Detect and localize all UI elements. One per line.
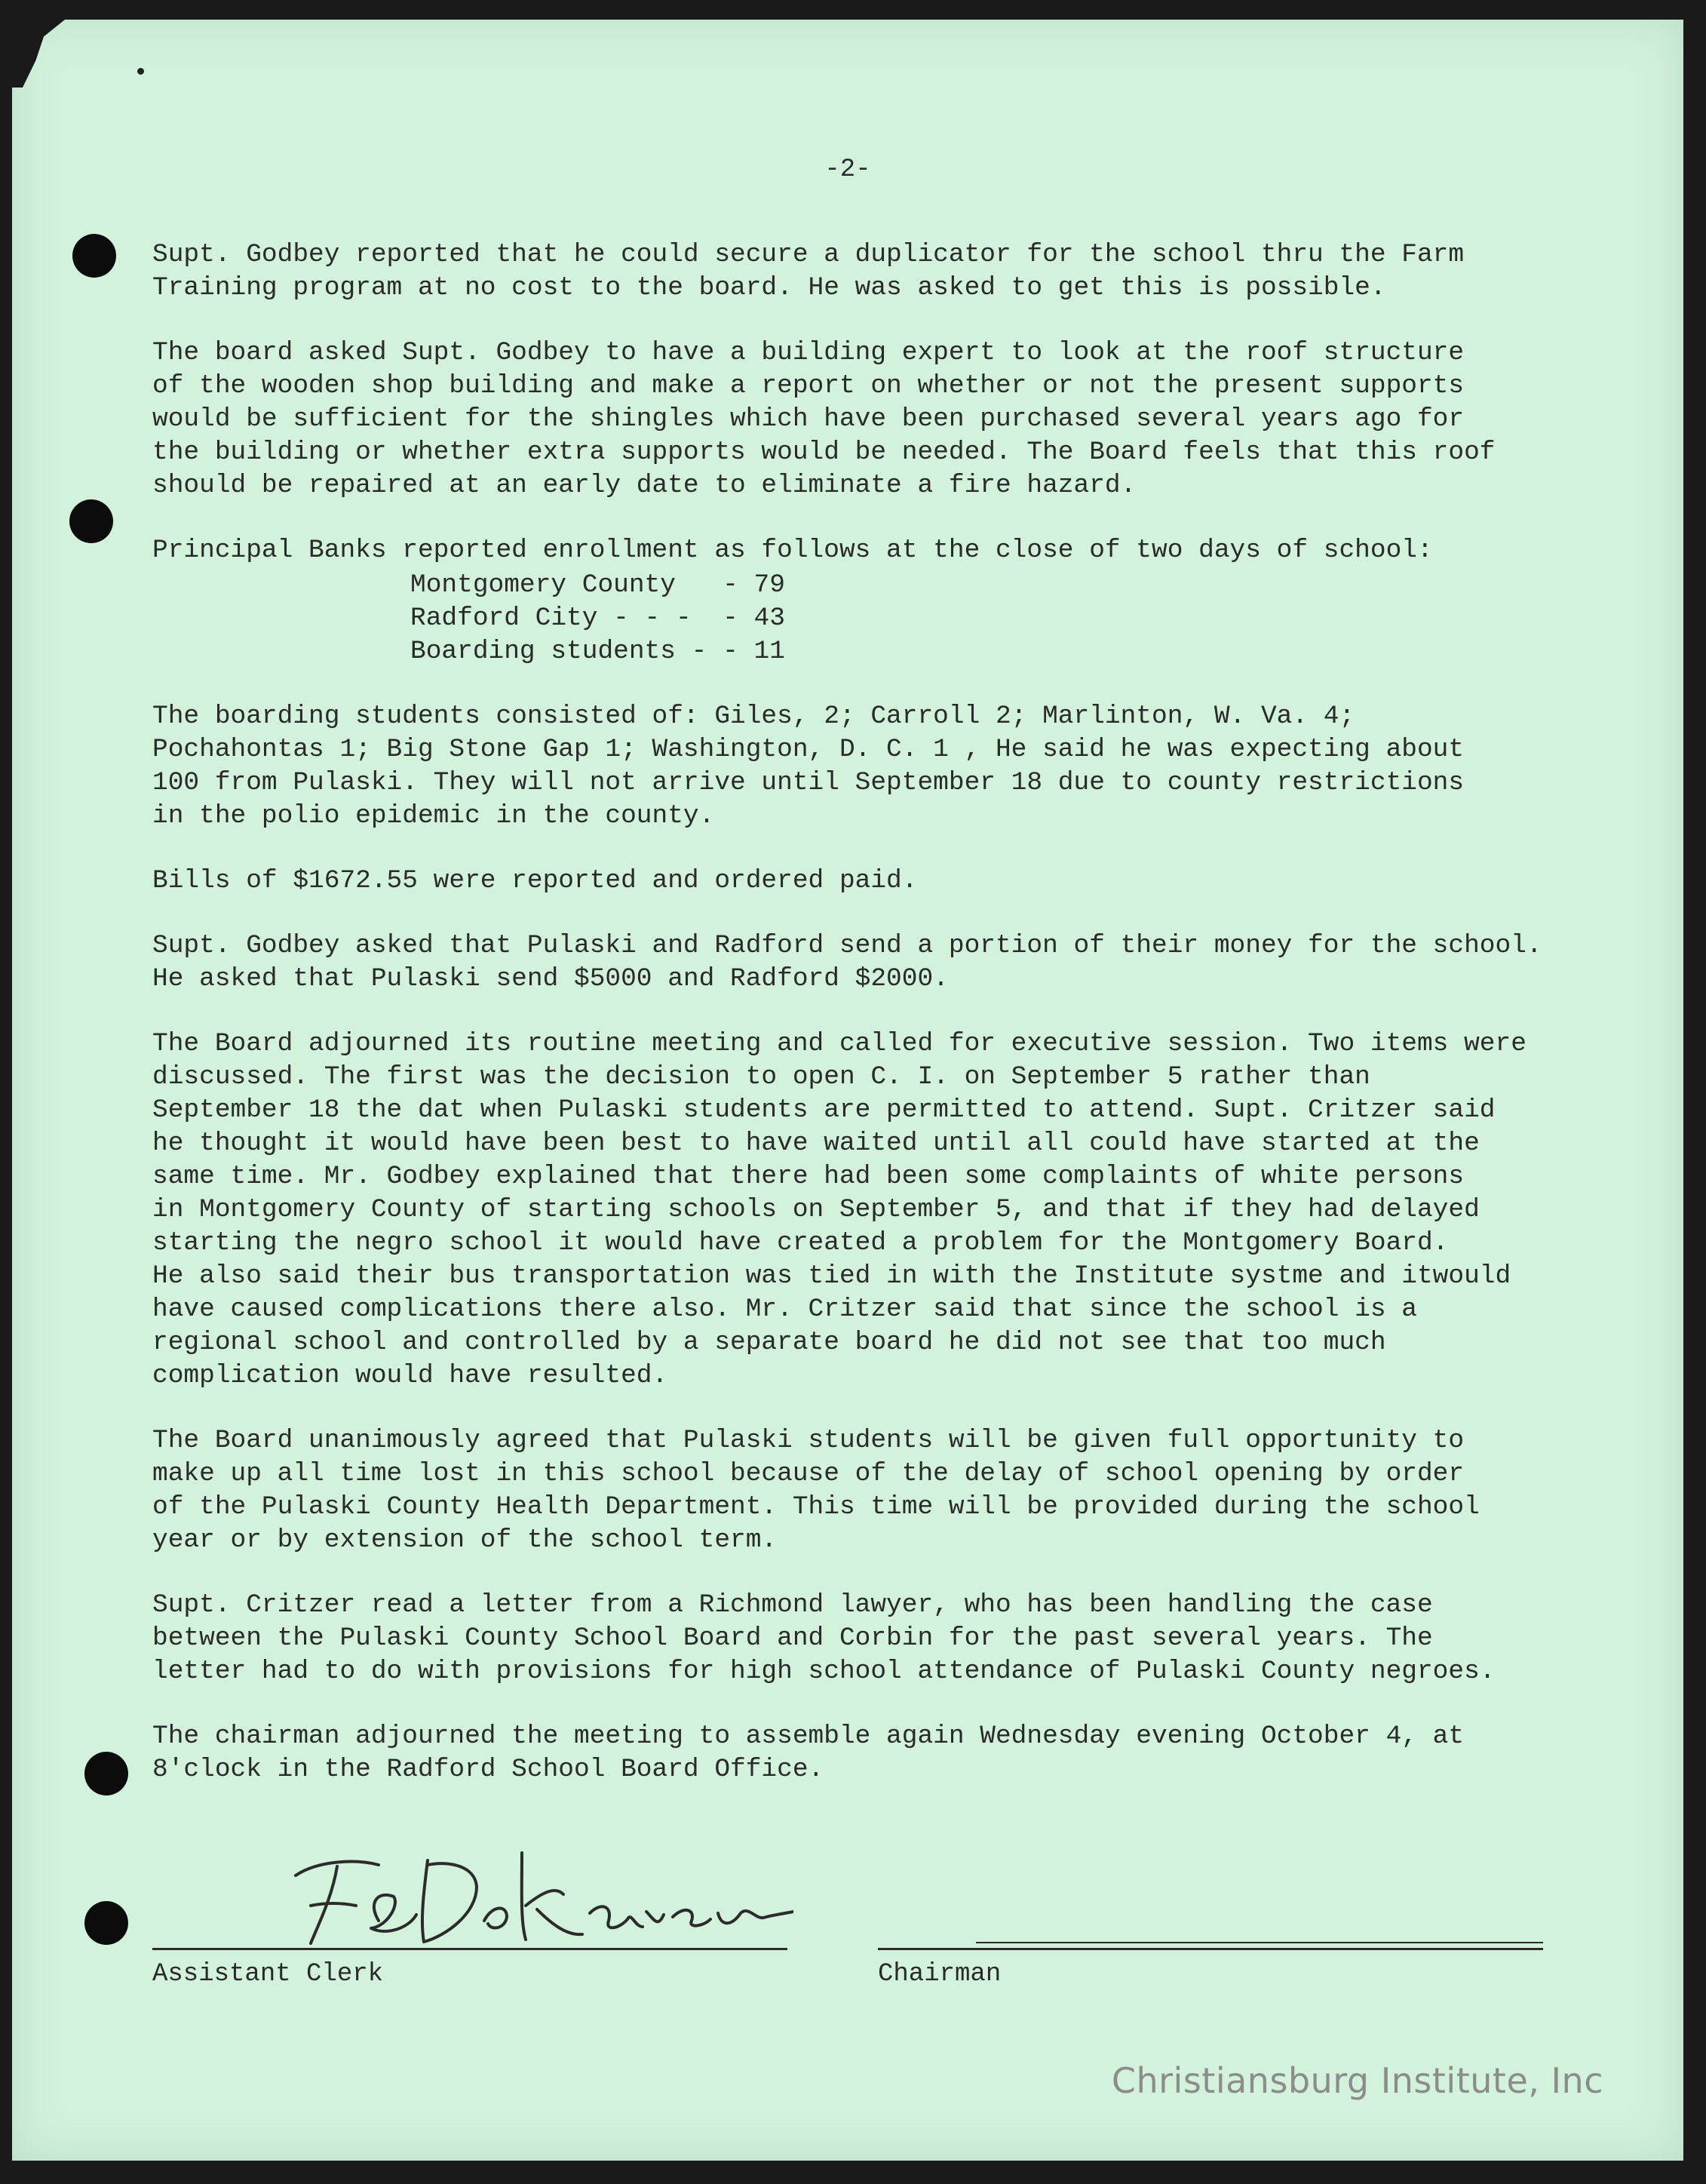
enrollment-label: Boarding students - (410, 637, 707, 666)
enrollment-label: Radford City - - - (410, 604, 707, 633)
enrollment-row (410, 602, 1631, 635)
punch-hole (72, 234, 116, 278)
enrollment-count: 43 (753, 604, 785, 633)
paragraph: Supt. Godbey reported that he could secure a duplicator for the school thru the Farm Training program at no cost to the board. He was asked to get this is possible. (152, 240, 1465, 303)
enrollment-dash: - (707, 604, 754, 633)
enrollment-row (410, 569, 1631, 602)
paragraph: The boarding students consisted of: Giles, 2; Carroll 2; Marlinton, W. Va. 4; Pochahontas 1; Big Stone Gap 1; Washington, D. C. 1 , He said he was expecting about 100 from Pulaski. They will not arrive until September 18 due to county restrictions in the polio epidemic in the county. (152, 702, 1465, 831)
paragraph: Bills of $1672.55 were reported and ordered paid. (152, 866, 918, 895)
enrollment-label: Montgomery County (410, 570, 707, 600)
signature-line (976, 1942, 1543, 1943)
paragraph: Supt. Godbey asked that Pulaski and Radford send a portion of their money for the school. He asked that Pulaski send $5000 and Radford $2000. (152, 931, 1542, 994)
punch-hole (84, 1901, 128, 1945)
page-number: -2- (824, 155, 871, 184)
assistant-clerk-label: Assistant Clerk (152, 1960, 384, 1989)
paragraph: The Board adjourned its routine meeting and called for executive session. Two items were discussed. The first was the decision to open C. I. on September 5 rather than September 18 the dat when Pulaski students are permitted to attend. Supt. Critzer said he thought it would have been best to have waited until all could have started at the same time. Mr. Godbey explained that there had been some complaints of white persons in Montgomery County of starting schools on September 5, and that if they had delayed starting the negro school it would have created a problem for the Montgomery Board. He also said their bus transportation was tied in with the Institute systme and itwould have caused complications there also. Mr. Critzer said that since the school is a regional school and controlled by a separate board he did not see that too much complication would have resulted. (152, 1029, 1527, 1390)
enrollment-count: 79 (753, 570, 785, 600)
paragraph: Supt. Critzer read a letter from a Richmond lawyer, who has been handling the case between the Pulaski County School Board and Corbin for the past several years. The letter had to do with provisions for high school attendance of Pulaski County negroes. (152, 1590, 1496, 1686)
handwritten-signature (265, 1830, 793, 1958)
ink-speck (137, 68, 144, 75)
enrollment-dash: - (707, 637, 754, 666)
document-page (12, 20, 1683, 2161)
signature-line (152, 1948, 787, 1950)
document-body (152, 238, 1631, 1818)
paragraph: The Board unanimously agreed that Pulaski students will be given full opportunity to make up all time lost in this school because of the delay of school opening by order of the Pulaski County Health Department. This time will be provided during the school year or by extension of the school term. (152, 1426, 1480, 1555)
punch-hole (84, 1752, 128, 1795)
enrollment-dash: - (707, 570, 754, 600)
archive-watermark: Christiansburg Institute, Inc (1111, 2060, 1603, 2101)
paragraph: The board asked Supt. Godbey to have a building expert to look at the roof structure of the wooden shop building and make a report on whether or not the present supports would be sufficient for the shingles which have been purchased several years ago for the building or whether extra supports would be needed. The Board feels that this roof should be repaired at an early date to eliminate a fire hazard. (152, 338, 1496, 500)
enrollment-count: 11 (753, 637, 785, 666)
enrollment-table (410, 569, 1631, 668)
punch-hole (69, 499, 113, 543)
paragraph: The chairman adjourned the meeting to assemble again Wednesday evening October 4, at 8'clock in the Radford School Board Office. (152, 1722, 1465, 1784)
signature-block (152, 1845, 1585, 2026)
enrollment-row (410, 635, 1631, 668)
chairman-label: Chairman (878, 1960, 1002, 1989)
torn-corner (12, 20, 65, 88)
paragraph: Principal Banks reported enrollment as follows at the close of two days of school: (152, 536, 1433, 565)
signature-line (878, 1948, 1543, 1950)
